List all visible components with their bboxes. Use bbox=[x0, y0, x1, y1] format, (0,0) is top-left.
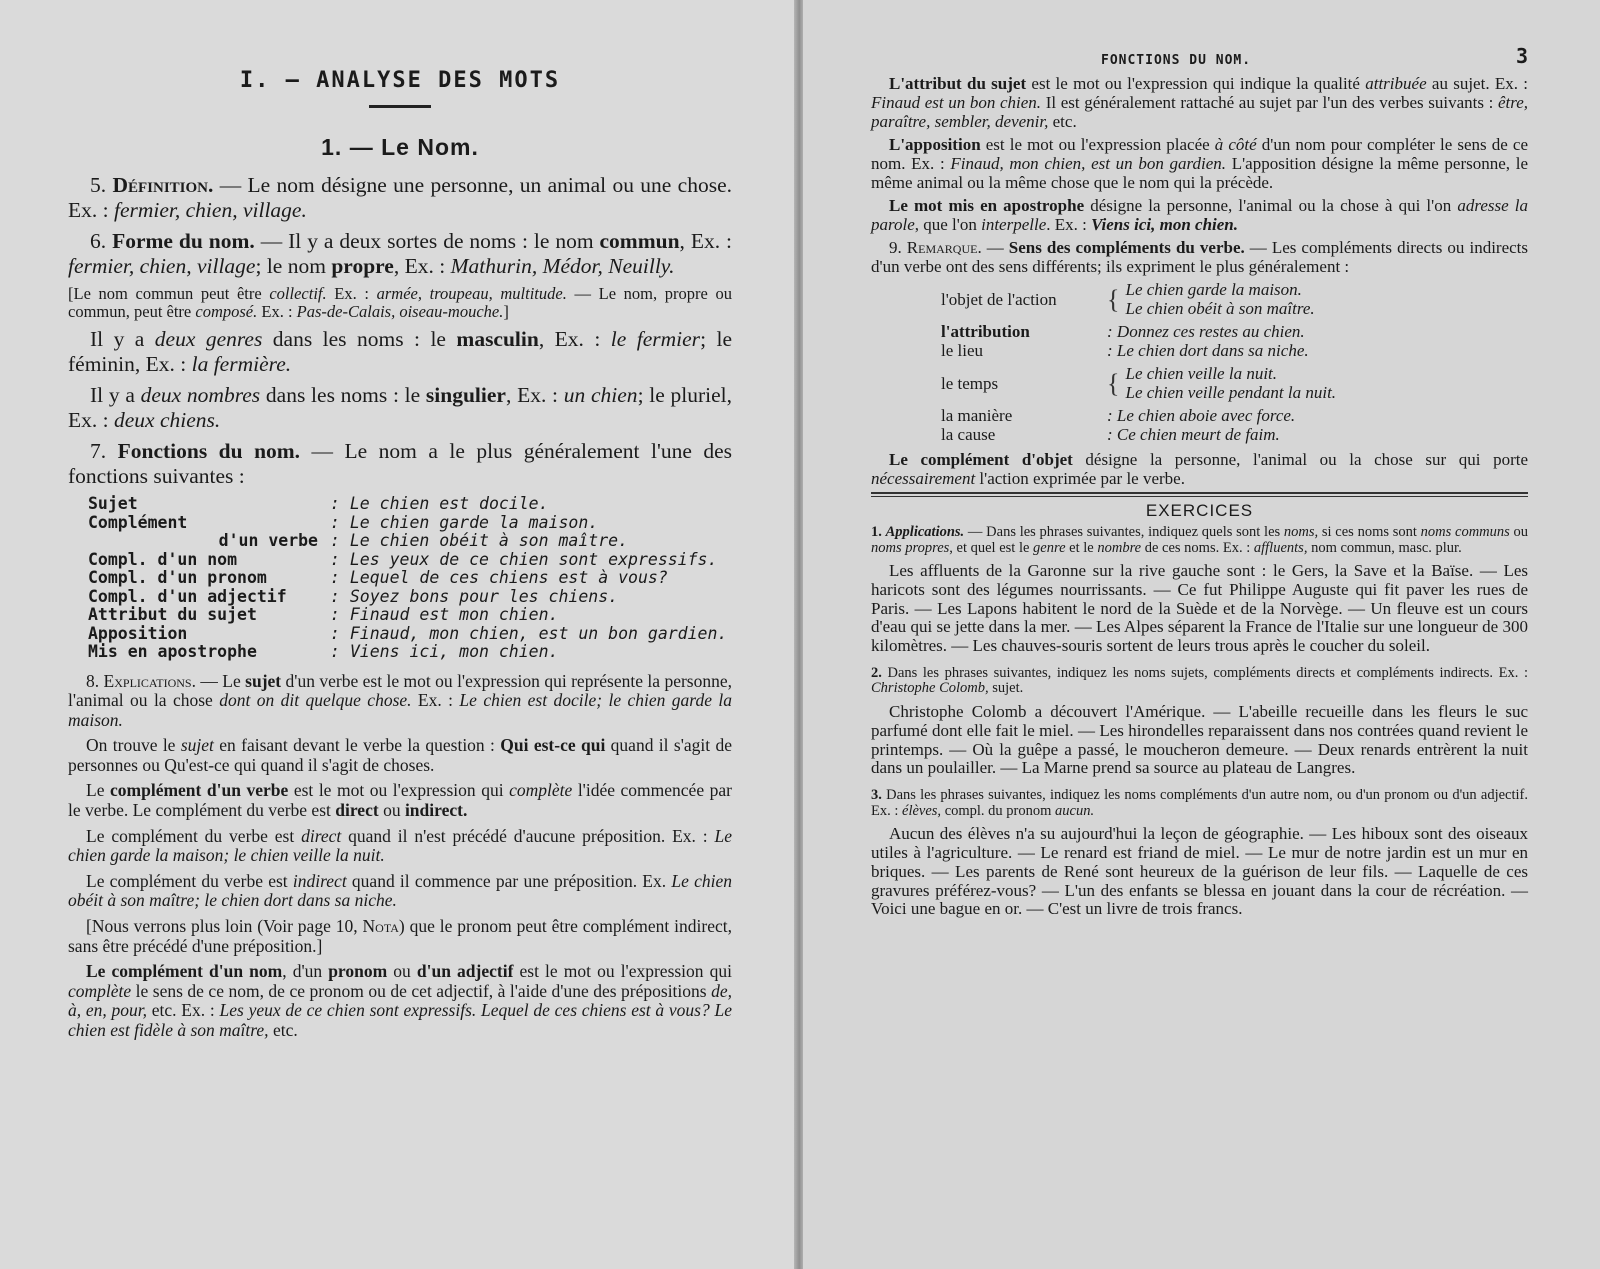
genres-text: Il y a bbox=[90, 327, 155, 351]
note-italic: composé. bbox=[195, 302, 258, 321]
function-example: : Finaud est mon chien. bbox=[330, 605, 559, 624]
function-key: Compl. d'un pronom bbox=[88, 568, 267, 587]
sense-row bbox=[941, 341, 1342, 360]
ex1-text: nom commun, masc. plur. bbox=[1307, 539, 1462, 556]
exercise-2-body: Christophe Colomb a découvert l'Amérique. — L'abeille recueille dans les fleurs le suc parfumé dont elle fait le miel. — Les hirondelles reparaissent dans nos contrées quand revient le printemps. — Où la guêpe a passé, le moucheron demeure. — Deux renards entrèrent la nuit dans un poulailler. — La Marne prend sa source au plateau de Langres. bbox=[871, 701, 1528, 778]
p8b-italic: sujet bbox=[180, 735, 214, 756]
nombres-italic: un chien bbox=[563, 383, 638, 407]
p5-label: Définition. bbox=[112, 173, 214, 197]
brace-icon: { bbox=[1107, 284, 1120, 314]
p8g-text: est le mot ou l'expression qui bbox=[513, 961, 733, 982]
ex1-text: — Dans les phrases suivantes, indiquez quels sont les bbox=[964, 524, 1284, 540]
p9-num: 9. bbox=[889, 238, 902, 257]
nombres-italic: deux nombres bbox=[140, 383, 261, 407]
paragraph-8c bbox=[68, 781, 732, 820]
right-page bbox=[803, 0, 1600, 1269]
ex3-num: 3. bbox=[871, 787, 882, 804]
note-text: Ex. : bbox=[257, 302, 297, 321]
paragraph-8b bbox=[68, 736, 732, 775]
sense-example: : Ce chien meurt de faim. bbox=[1107, 425, 1280, 444]
sense-values bbox=[1125, 280, 1342, 318]
sense-key: la cause bbox=[941, 425, 996, 444]
nombres-text: dans les noms : le bbox=[260, 383, 426, 407]
ex1-italic: noms propres bbox=[871, 539, 950, 556]
attr-bold: L'attribut du sujet bbox=[889, 74, 1027, 93]
section-title: 1. — Le Nom. bbox=[321, 134, 479, 160]
p8g-bold: Le complément d'un nom bbox=[86, 961, 283, 982]
exercise-3-instructions bbox=[871, 788, 1528, 819]
paragraph-6-note bbox=[68, 285, 732, 321]
ex1-num: 1. bbox=[871, 524, 882, 540]
attr-text: etc. bbox=[1048, 112, 1077, 131]
apos-italic: adresse la parole bbox=[871, 196, 1528, 234]
exercise-2-instructions bbox=[871, 666, 1528, 697]
function-example: : Le chien est docile. bbox=[330, 494, 549, 513]
p8c-bold: direct bbox=[335, 800, 379, 821]
ex1-italic: genre bbox=[1033, 539, 1066, 556]
genres-text: ; le féminin, Ex. : bbox=[68, 327, 733, 376]
sense-example: Le chien veille pendant la nuit. bbox=[1125, 383, 1337, 402]
p5-example: fermier, chien, village. bbox=[113, 198, 307, 222]
p8-italic: Le chien est docile; le chien garde la maison. bbox=[68, 690, 732, 730]
ex1-text: et le bbox=[1065, 539, 1098, 556]
sense-example: : Le chien aboie avec force. bbox=[1107, 406, 1296, 425]
function-example: : Soyez bons pour les chiens. bbox=[330, 586, 619, 606]
nombres-bold: singulier bbox=[425, 383, 506, 407]
p8b-bold: Qui est-ce qui bbox=[500, 735, 606, 756]
p6-term-propre: propre bbox=[331, 254, 394, 278]
apos-text: . Ex. : bbox=[1046, 215, 1092, 234]
p8b-text: On trouve le bbox=[86, 735, 181, 756]
p8g-italic: complète bbox=[68, 980, 132, 1001]
running-head bbox=[871, 44, 1528, 68]
attr-italic: Finaud est un bon chien. bbox=[871, 93, 1042, 112]
p8f-text: [Nous verrons plus loin (Voir page 10, bbox=[86, 916, 363, 937]
paragraph-apposition bbox=[871, 135, 1528, 192]
p9-text: — Les compléments directs ou indirects d'un verbe ont des sens différents; ils expriment le plus généralement : bbox=[871, 238, 1529, 276]
note-text: ] bbox=[503, 302, 509, 321]
p8g-italic: de, à, en, pour, bbox=[68, 980, 732, 1021]
page-number: 3 bbox=[1515, 44, 1528, 68]
ex3-italic: élèves, bbox=[902, 802, 942, 819]
function-key: Mis en apostrophe bbox=[88, 642, 257, 661]
p8g-text: etc. Ex. : bbox=[147, 1000, 220, 1021]
function-example: : Viens ici, mon chien. bbox=[330, 642, 559, 661]
p8f-text: ) que le pronom peut être complément indirect, sans être précédé d'une préposition.] bbox=[68, 916, 732, 956]
ex3-text: compl. du pronom bbox=[941, 802, 1056, 819]
attr-text: au sujet. Ex. : bbox=[1426, 74, 1528, 93]
ex2-text: Dans les phrases suivantes, indiquez les noms sujets, compléments directs et compléments indirects. Ex. : bbox=[881, 664, 1528, 681]
paragraph-objet bbox=[871, 450, 1528, 488]
note-text: Ex. : bbox=[326, 284, 377, 303]
function-row bbox=[68, 643, 732, 662]
paragraph-apostrophe bbox=[871, 196, 1528, 234]
function-row bbox=[68, 514, 732, 533]
function-example: : Le chien obéit à son maître. bbox=[330, 531, 629, 550]
p5-num: 5. bbox=[90, 173, 107, 197]
p8-text: Ex. : bbox=[411, 690, 460, 711]
ex1-text: , et quel est le bbox=[949, 539, 1034, 556]
objet-text: désigne la personne, l'animal ou la chose sur qui porte bbox=[1072, 450, 1528, 469]
sense-example: Le chien garde la maison. bbox=[1125, 280, 1302, 299]
chapter-title: I. — ANALYSE DES MOTS bbox=[239, 68, 561, 93]
note-italic: Pas-de-Calais, oiseau-mouche. bbox=[296, 302, 504, 321]
ex1-italic: noms communs bbox=[1420, 524, 1510, 540]
sense-key: le lieu bbox=[941, 341, 984, 360]
nombres-text: , Ex. : bbox=[505, 383, 564, 407]
sense-row bbox=[941, 360, 1342, 402]
ex1-italic: noms, bbox=[1283, 524, 1319, 540]
p6-example: fermier, chien, village bbox=[68, 254, 256, 278]
functions-table bbox=[68, 495, 732, 662]
function-key: d'un verbe bbox=[218, 531, 318, 550]
genres-bold: masculin bbox=[456, 327, 539, 351]
appo-bold: L'apposition bbox=[889, 135, 981, 154]
p8g-bold: d'un adjectif bbox=[416, 961, 514, 982]
paragraph-genres bbox=[68, 327, 732, 377]
exercices-title: EXERCICES bbox=[1145, 501, 1254, 520]
paragraph-7 bbox=[68, 439, 732, 489]
p6-label: Forme du nom. bbox=[112, 229, 255, 253]
objet-italic: nécessairement bbox=[871, 469, 976, 488]
p8-text: d'un verbe est le mot ou l'expression qui représente la personne, l'animal ou la chose bbox=[68, 670, 733, 711]
p8d-italic: direct bbox=[301, 825, 342, 846]
function-example: : Le chien garde la maison. bbox=[330, 512, 599, 532]
p8-bold: sujet bbox=[245, 670, 282, 691]
p6-text: — Il y a deux sortes de noms : le nom bbox=[254, 229, 600, 253]
p8c-text: l'idée commencée par le verbe. Le complément du verbe est bbox=[68, 780, 732, 821]
p8g-text: le sens de ce nom, de ce pronom ou de cet adjectif, à l'aide d'une des prépositions bbox=[131, 980, 712, 1001]
p8g-italic: Les yeux de ce chien sont expressifs. Lequel de ces chiens est à vous? Le chien est fidèle à son maître, bbox=[68, 1000, 732, 1040]
appo-italic: à côté bbox=[1214, 135, 1257, 154]
exercise-3-body: Aucun des élèves n'a su aujourd'hui la leçon de géographie. — Les hiboux sont des oiseaux utiles à l'agriculture. — Le renard est friand de miel. — Le mur de notre jardin est un mur en briques. — Les parents de René sont heureux de la guérison de leur fils. — Laquelle de ces gravures préférez-vous? — L'un des enfants se blessa en jouant dans la cour de récréation. — Voici une bague en or. — C'est un livre de trois francs. bbox=[871, 824, 1528, 919]
p8g-bold: pronom bbox=[328, 961, 388, 982]
sense-key: le temps bbox=[941, 373, 999, 393]
function-row bbox=[68, 551, 732, 570]
p6-num: 6. bbox=[90, 229, 107, 253]
chapter-rule bbox=[369, 105, 431, 108]
p5-text: — Le nom désigne une personne, un animal ou une chose. Ex. : bbox=[68, 173, 733, 222]
p8-italic: dont on dit quelque chose. bbox=[219, 690, 412, 711]
p8b-text: en faisant devant le verbe la question : bbox=[213, 735, 501, 756]
attr-italic: attribuée bbox=[1365, 74, 1427, 93]
p8e-italic: Le chien obéit à son maître; le chien dort dans sa niche. bbox=[68, 870, 732, 911]
function-example: : Les yeux de ce chien sont expressifs. bbox=[330, 549, 718, 569]
sense-example: : Donnez ces restes au chien. bbox=[1107, 322, 1305, 341]
sense-row bbox=[941, 280, 1342, 318]
sense-key: la manière bbox=[941, 406, 1013, 425]
attr-italic: être, paraître, sembler, devenir, bbox=[871, 93, 1528, 131]
ex1-italic: affluents, bbox=[1253, 539, 1308, 556]
appo-text: d'un nom pour compléter le sens de ce nom. Ex. : bbox=[871, 135, 1528, 173]
nombres-text: ; le pluriel, Ex. : bbox=[68, 383, 733, 432]
sense-row bbox=[941, 402, 1342, 425]
ex2-italic: Christophe Colomb, bbox=[871, 680, 989, 697]
p6-text: , Ex. : bbox=[393, 254, 451, 278]
sense-row bbox=[941, 425, 1342, 444]
sense-example: Le chien veille la nuit. bbox=[1125, 364, 1278, 383]
p9-text: — bbox=[981, 238, 1009, 257]
p8c-text: Le bbox=[86, 780, 110, 801]
attr-text: est le mot ou l'expression qui indique la qualité bbox=[1026, 74, 1366, 93]
p7-text: — Le nom a le plus généralement l'une des fonctions suivantes : bbox=[68, 439, 732, 488]
p6-text: , Ex. : bbox=[679, 229, 733, 253]
objet-text: l'action exprimée par le verbe. bbox=[975, 469, 1185, 488]
function-example: : Lequel de ces chiens est à vous? bbox=[330, 568, 668, 587]
p8d-text: quand il n'est précédé d'aucune préposition. Ex. : bbox=[341, 825, 715, 846]
note-text: [Le nom commun peut être bbox=[68, 284, 270, 303]
p8-label: Explications. bbox=[103, 670, 196, 691]
paragraph-attribut bbox=[871, 74, 1528, 131]
paragraph-6 bbox=[68, 229, 732, 279]
function-example: : Finaud, mon chien, est un bon gardien. bbox=[330, 623, 728, 643]
ex2-num: 2. bbox=[871, 664, 882, 681]
p9-bold: Sens des compléments du verbe. bbox=[1008, 238, 1245, 257]
function-key: Apposition bbox=[88, 623, 188, 643]
p8g-text: ou bbox=[387, 961, 417, 982]
ex1-italic: nombre bbox=[1097, 539, 1142, 556]
note-italic: armée, troupeau, multitude. bbox=[376, 284, 567, 303]
exercise-1-body: Les affluents de la Garonne sur la rive gauche sont : le Gers, la Save et la Baïse. — Les haricots sont des légumes nourrissants. — Ce fut Philippe Auguste qui fit paver les rues de Paris. — Les Lapons habitent le nord de la Suède et de la Norvège. — Un fleuve est un cours d'eau qui se jette dans la mer. — Les Alpes séparent la France de l'Italie sur une longueur de 300 kilomètres. — Les chauves-souris sortent de leurs trous après le coucher du soleil. bbox=[871, 561, 1528, 656]
paragraph-8g bbox=[68, 962, 732, 1040]
sense-key: l'objet de l'action bbox=[941, 289, 1057, 309]
function-row bbox=[68, 606, 732, 625]
paragraph-8 bbox=[68, 672, 732, 731]
p7-label: Fonctions du nom. bbox=[117, 439, 301, 463]
note-italic: collectif. bbox=[269, 284, 327, 303]
appo-italic: Finaud, mon chien, est un bon gardien. bbox=[950, 154, 1227, 173]
function-key: Compl. d'un adjectif bbox=[88, 586, 287, 606]
function-row bbox=[68, 588, 732, 607]
p8-text: — Le bbox=[195, 670, 246, 691]
p8c-italic: complète bbox=[509, 780, 573, 801]
function-row bbox=[68, 495, 732, 514]
p8d-text: Le complément du verbe est bbox=[86, 825, 302, 846]
paragraph-8f bbox=[68, 917, 732, 956]
apos-italic: Viens ici, mon chien. bbox=[1091, 215, 1239, 234]
p8-num: 8. bbox=[86, 670, 100, 691]
function-key: Compl. d'un nom bbox=[88, 549, 238, 569]
genres-italic: deux genres bbox=[154, 327, 263, 351]
p8c-text: ou bbox=[378, 800, 405, 821]
genres-italic: le fermier bbox=[610, 327, 701, 351]
nombres-italic: deux chiens. bbox=[113, 408, 221, 432]
ex3-italic: aucun. bbox=[1055, 802, 1095, 819]
note-text: — Le nom, propre ou commun, peut être bbox=[68, 284, 732, 321]
attr-text: Il est généralement rattaché au sujet par l'un des verbes suivants : bbox=[1041, 93, 1498, 112]
ex1-text: de ces noms. Ex. : bbox=[1141, 539, 1254, 556]
section-divider bbox=[871, 492, 1528, 497]
genres-text: , Ex. : bbox=[538, 327, 611, 351]
function-row bbox=[68, 569, 732, 588]
p8f-smallcaps: Nota bbox=[362, 916, 399, 937]
ex3-text: Dans les phrases suivantes, indiquez les noms compléments d'un autre nom, ou d'un pronom ou d'un adjectif. Ex. : bbox=[871, 787, 1528, 819]
apos-text: désigne la personne, l'animal ou la chose à qui l'on bbox=[1084, 196, 1458, 215]
appo-text: est le mot ou l'expression placée bbox=[980, 135, 1215, 154]
running-head-title: FONCTIONS DU NOM. bbox=[1101, 53, 1252, 68]
ex1-label: Applications. bbox=[885, 524, 965, 540]
sense-example: Le chien obéit à son maître. bbox=[1125, 299, 1315, 318]
p6-term-commun: commun bbox=[599, 229, 680, 253]
paragraph-8e bbox=[68, 872, 732, 911]
p8g-text: etc. bbox=[268, 1020, 298, 1040]
paragraph-9 bbox=[871, 238, 1528, 276]
p8c-bold: complément d'un verbe bbox=[110, 780, 289, 801]
p8e-italic: indirect bbox=[292, 870, 347, 891]
genres-italic: la fermière. bbox=[191, 352, 292, 376]
p8g-text: , d'un bbox=[282, 961, 329, 982]
paragraph-nombres bbox=[68, 383, 732, 433]
genres-text: dans les noms : le bbox=[262, 327, 457, 351]
senses-table bbox=[941, 280, 1342, 444]
p6-text: ; le nom bbox=[255, 254, 332, 278]
brace-icon: { bbox=[1107, 368, 1120, 398]
p6-example: Mathurin, Médor, Neuilly. bbox=[450, 254, 675, 278]
ex2-text: sujet. bbox=[988, 680, 1024, 697]
appo-text: L'apposition désigne la même personne, le même animal ou la même chose que le nom qui la précède. bbox=[871, 154, 1528, 192]
p8d-italic: Le chien garde la maison; le chien veille la nuit. bbox=[68, 825, 732, 866]
apos-italic: interpelle bbox=[981, 215, 1047, 234]
sense-row bbox=[941, 318, 1342, 341]
ex1-text: si ces noms sont bbox=[1318, 524, 1421, 540]
p8e-text: quand il commence par une préposition. Ex. bbox=[346, 870, 672, 891]
ex1-text: ou bbox=[1509, 524, 1529, 540]
paragraph-8d bbox=[68, 827, 732, 866]
function-key: Sujet bbox=[88, 494, 138, 513]
p8b-text: quand il s'agit de personnes ou Qu'est-ce qui quand il s'agit de choses. bbox=[68, 735, 732, 775]
function-key: Complément bbox=[88, 512, 188, 532]
paragraph-5 bbox=[68, 173, 732, 223]
nombres-text: Il y a bbox=[90, 383, 141, 407]
p8c-bold: indirect. bbox=[404, 800, 468, 821]
function-row bbox=[68, 532, 732, 551]
function-row bbox=[68, 625, 732, 644]
p9-label: Remarque. bbox=[906, 238, 982, 257]
objet-bold: Le complément d'objet bbox=[889, 450, 1073, 469]
function-key: Attribut du sujet bbox=[88, 605, 257, 624]
p8c-text: est le mot ou l'expression qui bbox=[288, 780, 510, 801]
apos-bold: Le mot mis en apostrophe bbox=[889, 196, 1085, 215]
exercise-1-instructions bbox=[871, 525, 1528, 556]
sense-example: : Le chien dort dans sa niche. bbox=[1107, 341, 1309, 360]
sense-values bbox=[1125, 360, 1342, 402]
p8e-text: Le complément du verbe est bbox=[86, 870, 293, 891]
p7-num: 7. bbox=[90, 439, 107, 463]
apos-text: , que l'on bbox=[914, 215, 982, 234]
sense-key: l'attribution bbox=[941, 322, 1030, 341]
